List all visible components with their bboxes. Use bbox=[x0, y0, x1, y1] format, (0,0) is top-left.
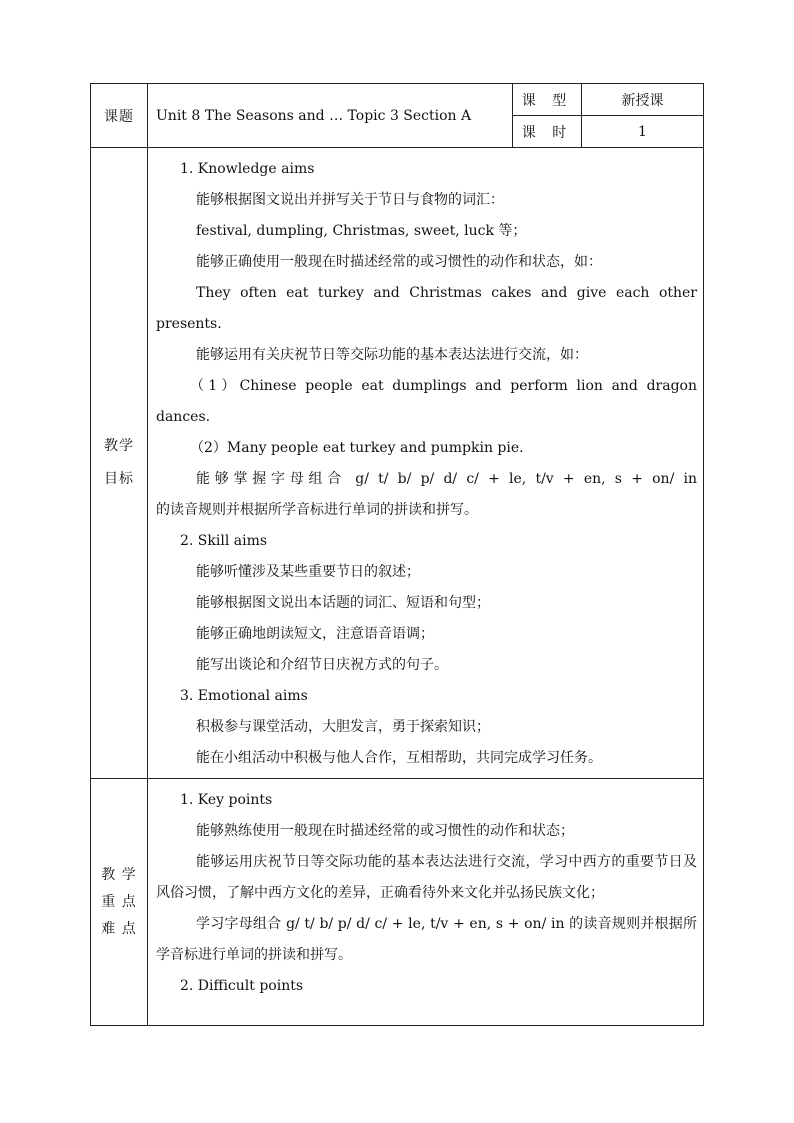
difficult-points-heading: 2. Difficult points bbox=[180, 978, 304, 994]
objective-line: 能在小组活动中积极与他人合作，互相帮助，共同完成学习任务。 bbox=[196, 750, 602, 766]
key-point-paragraph: 能够运用庆祝节日等交际功能的基本表达法进行交流，学习中西方的重要节日及风俗习惯，了解中西方文化的差异，正确看待外来文化并弘扬民族文化； bbox=[156, 854, 697, 901]
objectives-row bbox=[91, 148, 704, 779]
objective-line: They often eat turkey and Christmas cakes and give each other bbox=[196, 285, 697, 301]
key-point-paragraph: 学习字母组合 g/ t/ b/ p/ d/ c/ + le, t/v + en, s + on/ in 的读音规则并根据所学音标进行单词的拼读和拼写。 bbox=[156, 916, 697, 963]
key-points-label bbox=[91, 779, 148, 1026]
knowledge-aims-heading: 1. Knowledge aims bbox=[180, 161, 315, 177]
key-points-heading: 1. Key points bbox=[180, 792, 273, 808]
lesson-plan-table bbox=[90, 83, 704, 1026]
key-points-label-line-1: 教 学 bbox=[101, 866, 137, 883]
objective-line: presents. bbox=[156, 316, 222, 332]
topic-label: 课题 bbox=[91, 84, 148, 148]
key-points-row bbox=[91, 779, 704, 1026]
objectives-label-line-1: 教学 bbox=[104, 438, 134, 454]
objective-line: dances. bbox=[156, 409, 211, 425]
objectives-content bbox=[148, 148, 704, 779]
emotional-aims-heading: 3. Emotional aims bbox=[180, 688, 308, 704]
objective-line: 能够掌握字母组合 g/ t/ b/ p/ d/ c/ + le, t/v + en, s + on/ in bbox=[196, 471, 697, 487]
objective-line: 的读音规则并根据所学音标进行单词的拼读和拼写。 bbox=[156, 502, 478, 518]
class-hours-label: 课 时 bbox=[513, 116, 582, 148]
skill-aims-heading: 2. Skill aims bbox=[180, 533, 268, 549]
objective-line: 能够运用有关庆祝节日等交际功能的基本表达法进行交流，如： bbox=[196, 347, 588, 363]
objective-line: 能够根据图文说出本话题的词汇、短语和句型； bbox=[196, 595, 490, 611]
key-points-content bbox=[148, 779, 704, 1026]
objective-line: 能够听懂涉及某些重要节日的叙述； bbox=[196, 564, 420, 580]
objective-line: 能写出谈论和介绍节日庆祝方式的句子。 bbox=[196, 657, 448, 673]
key-points-label-line-2: 重 点 bbox=[101, 893, 137, 910]
objective-line: 能够根据图文说出并拼写关于节日与食物的词汇： bbox=[196, 192, 504, 208]
header-row-type bbox=[91, 84, 704, 116]
objectives-label bbox=[91, 148, 148, 779]
objective-line: （2）Many people eat turkey and pumpkin pie. bbox=[190, 440, 524, 456]
topic-value: Unit 8 The Seasons and … Topic 3 Section A bbox=[148, 84, 513, 148]
key-point-paragraph: 能够熟练使用一般现在时描述经常的或习惯性的动作和状态； bbox=[196, 823, 574, 839]
objective-line: festival, dumpling, Christmas, sweet, luck 等； bbox=[196, 223, 527, 239]
lesson-type-value: 新授课 bbox=[582, 84, 704, 116]
objective-line: （1）Chinese people eat dumplings and perform lion and dragon bbox=[190, 378, 697, 394]
objective-line: 能够正确地朗读短文，注意语音语调； bbox=[196, 626, 434, 642]
objective-line: 积极参与课堂活动，大胆发言，勇于探索知识； bbox=[196, 719, 490, 735]
lesson-type-label: 课 型 bbox=[513, 84, 582, 116]
key-points-label-line-3: 难 点 bbox=[101, 920, 137, 937]
class-hours-value: 1 bbox=[582, 116, 704, 148]
objectives-label-line-2: 目标 bbox=[104, 471, 134, 487]
objective-line: 能够正确使用一般现在时描述经常的或习惯性的动作和状态，如： bbox=[196, 254, 602, 270]
